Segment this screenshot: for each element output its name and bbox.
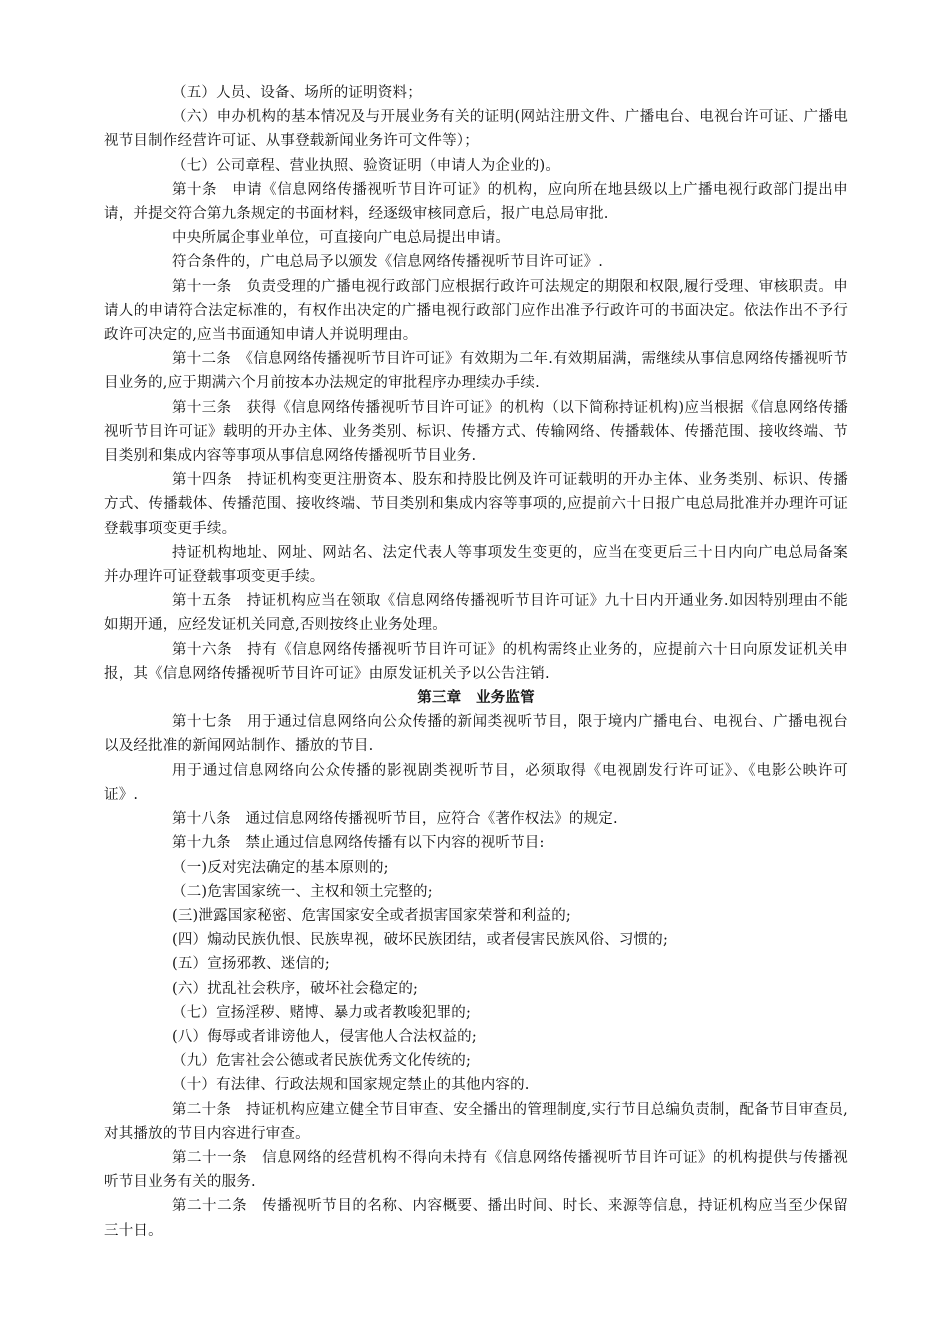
- paragraph: 第二十一条 信息网络的经营机构不得向未持有《信息网络传播视听节目许可证》的机构提供与传播视听节目业务有关的服务.: [104, 1149, 848, 1191]
- paragraph: 第十八条 通过信息网络传播视听节目，应符合《著作权法》的规定.: [172, 811, 618, 828]
- list-item: （七）宣扬淫秽、赌博、暴力或者教唆犯罪的;: [172, 1004, 472, 1021]
- paragraph: 第十七条 用于通过信息网络向公众传播的新闻类视听节目，限于境内广播电台、电视台、广播电视台以及经批准的新闻网站制作、播放的节目.: [104, 714, 848, 755]
- list-item: (八）侮辱或者诽谤他人，侵害他人合法权益的;: [172, 1028, 477, 1045]
- paragraph: 第二十条 持证机构应建立健全节目审查、安全播出的管理制度,实行节目总编负责制，配备节目审查员,对其播放的节目内容进行审查。: [104, 1101, 848, 1142]
- list-item: （二)危害国家统一、主权和领土完整的;: [172, 883, 433, 900]
- list-item: （十）有法律、行政法规和国家规定禁止的其他内容的.: [172, 1077, 530, 1094]
- paragraph: 第十条 申请《信息网络传播视听节目许可证》的机构，应向所在地县级以上广播电视行政部门提出申请，并提交符合第九条规定的书面材料，经逐级审核同意后，报广电总局审批.: [104, 181, 848, 223]
- paragraph: （七）公司章程、营业执照、验资证明（申请人为企业的)。: [172, 157, 561, 174]
- paragraph: （五）人员、设备、场所的证明资料；: [172, 85, 422, 101]
- paragraph: 第二十二条 传播视听节目的名称、内容概要、播出时间、时长、来源等信息，持证机构应当至少保留三十日。: [104, 1198, 848, 1239]
- paragraph: 第十二条 《信息网络传播视听节目许可证》有效期为二年.有效期届满，需继续从事信息网络传播视听节目业务的,应于期满六个月前按本办法规定的审批程序办理续办手续.: [104, 351, 848, 392]
- paragraph: （六）申办机构的基本情况及与开展业务有关的证明(网站注册文件、广播电台、电视台许可证、广播电视节目制作经营许可证、从事登载新闻业务许可文件等）；: [104, 109, 848, 150]
- list-item: （九）危害社会公德或者民族优秀文化传统的;: [172, 1053, 472, 1070]
- chapter-heading: 第三章 业务监管: [417, 689, 535, 707]
- paragraph: 第十一条 负责受理的广播电视行政部门应根据行政许可法规定的期限和权限,履行受理、审核职责。申请人的申请符合法定标准的，有权作出决定的广播电视行政部门应作出准予行政许可的书面决定。依法作出不予行政许可决定的,应当书面通知申请人并说明理由。: [104, 278, 848, 344]
- paragraph: 符合条件的，广电总局予以颁发《信息网络传播视听节目许可证》.: [172, 254, 604, 271]
- paragraph: 用于通过信息网络向公众传播的影视剧类视听节目，必须取得《电视剧发行许可证》、《电影公映许可证》.: [104, 762, 848, 803]
- paragraph: 第十九条 禁止通过信息网络传播有以下内容的视听节目:: [172, 835, 545, 852]
- paragraph: 持证机构地址、网址、网站名、法定代表人等事项发生变更的，应当在变更后三十日内向广电总局备案并办理许可证登载事项变更手续。: [104, 544, 848, 586]
- paragraph: 第十五条 持证机构应当在领取《信息网络传播视听节目许可证》九十日内开通业务.如因特别理由不能如期开通，应经发证机关同意,否则按终止业务处理。: [104, 593, 848, 634]
- list-item: (六）扰乱社会秩序，破坏社会稳定的;: [172, 980, 419, 997]
- list-item: （一)反对宪法确定的基本原则的;: [172, 859, 389, 876]
- paragraph: 第十六条 持有《信息网络传播视听节目许可证》的机构需终止业务的，应提前六十日向原发证机关申报，其《信息网络传播视听节目许可证》由原发证机关予以公告注销.: [104, 641, 848, 682]
- paragraph: 中央所属企事业单位，可直接向广电总局提出申请。: [172, 230, 511, 247]
- paragraph: 第十三条 获得《信息网络传播视听节目许可证》的机构（以下简称持证机构)应当根据《信息网络传播视听节目许可证》载明的开办主体、业务类别、标识、传播方式、传输网络、传播载体、传播范围、接收终端、节目类别和集成内容等事项从事信息网络传播视听节目业务.: [104, 399, 848, 465]
- paragraph: 第十四条 持证机构变更注册资本、股东和持股比例及许可证载明的开办主体、业务类别、标识、传播方式、传播载体、传播范围、接收终端、节目类别和集成内容等事项的,应提前六十日报广电总局批准并办理许可证登载事项变更手续。: [104, 472, 848, 537]
- list-item: (三)泄露国家秘密、危害国家安全或者损害国家荣誉和利益的;: [172, 907, 571, 924]
- list-item: (四）煽动民族仇恨、民族卑视，破坏民族团结，或者侵害民族风俗、习惯的;: [172, 932, 669, 949]
- list-item: (五）宣扬邪教、迷信的;: [172, 956, 330, 973]
- document-page: [104, 81, 848, 1243]
